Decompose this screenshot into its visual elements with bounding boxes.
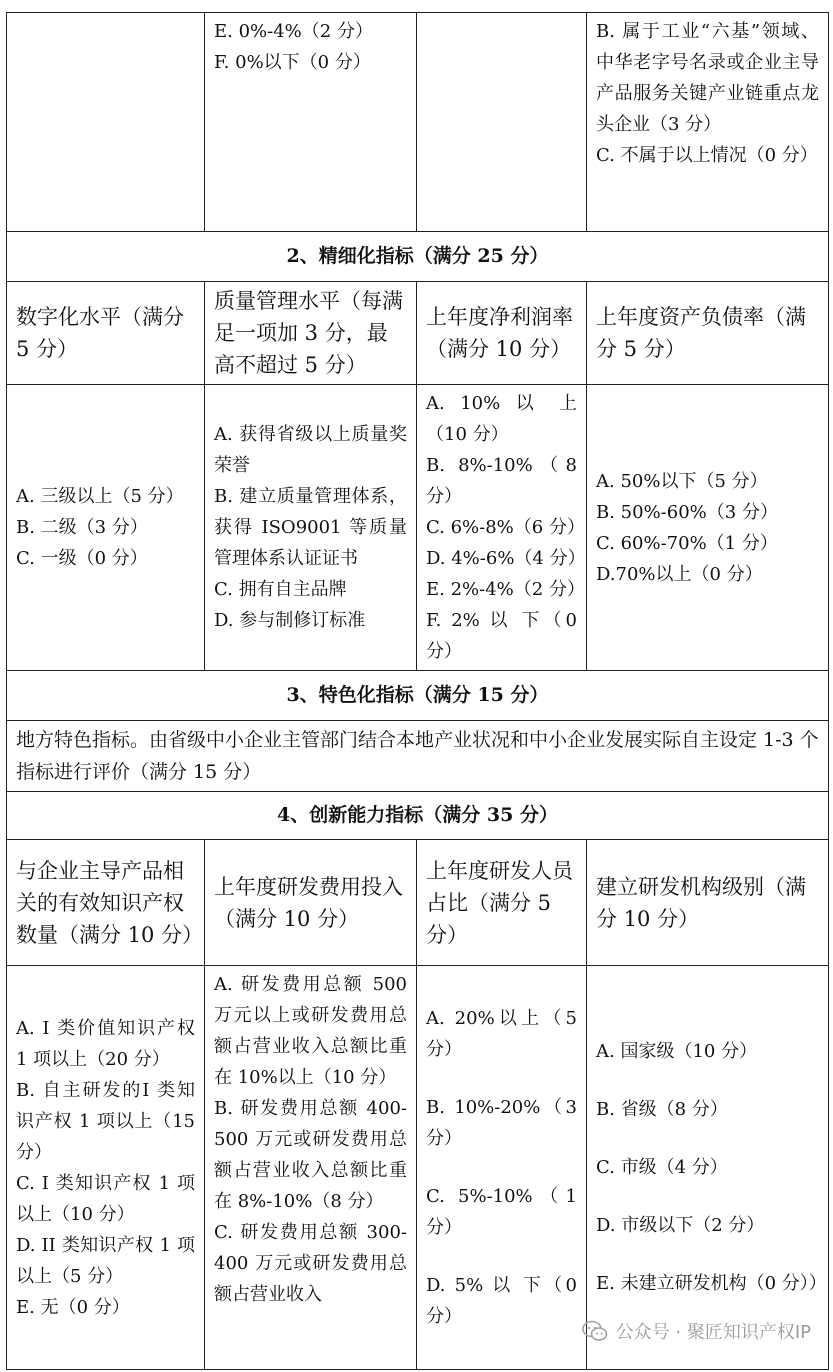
option-item: F. 0%以下（0 分） xyxy=(214,52,371,73)
section2-header-row xyxy=(7,282,829,385)
ip-count-options xyxy=(7,966,205,1370)
option-item: A. 获得省级以上质量奖荣誉 xyxy=(214,424,407,476)
watermark xyxy=(582,1318,811,1344)
section-title-row xyxy=(7,671,829,721)
header-debt-ratio: 上年度资产负债率（满分 5 分） xyxy=(587,282,829,385)
option-item: C. 不属于以上情况（0 分） xyxy=(596,145,818,166)
option-item: B. 二级（3 分） xyxy=(16,517,148,538)
option-item: C. 60%-70%（1 分） xyxy=(596,532,778,554)
section-title-row xyxy=(7,232,829,282)
watermark-text: 公众号 · 聚匠知识产权IP xyxy=(615,1322,811,1343)
section2-title: 2、精细化指标（满分 25 分） xyxy=(7,232,829,282)
option-item: D. II 类知识产权 1 项以上（5 分） xyxy=(16,1234,195,1287)
evaluation-table xyxy=(6,12,829,1370)
header-ip-count: 与企业主导产品相关的有效知识产权数量（满分 10 分） xyxy=(7,840,205,966)
rd-investment-options xyxy=(205,966,417,1370)
option-item: B. 50%-60%（3 分） xyxy=(596,501,778,523)
option-item: A. I 类价值知识产权 1 项以上（20 分） xyxy=(16,1017,195,1070)
option-item: D.70%以上（0 分） xyxy=(596,563,763,585)
category-continuation-cell xyxy=(587,13,829,232)
local-feature-text: 地方特色指标。由省级中小企业主管部门结合本地产业状况和中小企业发展实际自主设定 1-3 个指标进行评价（满分 15 分） xyxy=(7,721,829,792)
option-item: C. 一级（0 分） xyxy=(16,548,148,569)
section4-header-row xyxy=(7,840,829,966)
digital-level-options xyxy=(7,385,205,671)
header-digital-level: 数字化水平（满分 5 分） xyxy=(7,282,205,385)
header-net-profit-rate: 上年度净利润率（满分 10 分） xyxy=(417,282,587,385)
section3-text-row xyxy=(7,721,829,792)
option-item: E. 2%-4%（2 分） xyxy=(426,579,585,600)
quality-management-options xyxy=(205,385,417,671)
option-item: F. 2% 以 下（0 分） xyxy=(426,610,577,662)
option-item: B. 建立质量管理体系，获得 ISO9001 等质量管理体系认证证书 xyxy=(214,486,407,569)
debt-ratio-options xyxy=(587,385,829,671)
option-item: A. 三级以上（5 分） xyxy=(16,486,184,507)
option-item: D. 4%-6%（4 分） xyxy=(426,548,586,569)
option-item: B. 8%-10%（8 分） xyxy=(426,455,577,507)
option-item: C. 6%-8%（6 分） xyxy=(426,517,585,538)
option-item: C. 拥有自主品牌 xyxy=(214,579,347,600)
section4-title: 4、创新能力指标（满分 35 分） xyxy=(7,792,829,840)
header-rd-investment: 上年度研发费用投入（满分 10 分） xyxy=(205,840,417,966)
continuation-row xyxy=(7,13,829,232)
option-item: C. 5%-10%（1 分） xyxy=(426,1186,577,1238)
profit-continuation-cell xyxy=(205,13,417,232)
wechat-icon xyxy=(582,1320,608,1342)
option-item: E. 0%-4%（2 分） xyxy=(214,21,373,42)
option-item: E. 无（0 分） xyxy=(16,1296,130,1318)
net-profit-options xyxy=(417,385,587,671)
rd-institution-options xyxy=(587,966,829,1370)
cell-empty xyxy=(417,13,587,232)
option-item: D. 参与制修订标准 xyxy=(214,610,366,631)
section2-options-row xyxy=(7,385,829,671)
header-rd-staff-ratio: 上年度研发人员占比（满分 5 分） xyxy=(417,840,587,966)
option-item: C. 研发费用总额 300-400 万元或研发费用总额占营业收入 xyxy=(214,1222,407,1305)
section4-options-row xyxy=(7,966,829,1370)
option-item: B. 省级（8 分） xyxy=(596,1099,728,1120)
rd-staff-options xyxy=(417,966,587,1370)
option-item: B. 10%-20%（3 分） xyxy=(426,1097,577,1149)
section3-title: 3、特色化指标（满分 15 分） xyxy=(7,671,829,721)
option-item: D. 市级以下（2 分） xyxy=(596,1215,765,1236)
header-rd-institution-level: 建立研发机构级别（满分 10 分） xyxy=(587,840,829,966)
option-item: B. 属于工业“六基”领域、中华老字号名录或企业主导产品服务关键产业链重点龙头企业（3 分） xyxy=(596,21,819,135)
option-item: C. I 类知识产权 1 项以上（10 分） xyxy=(16,1172,195,1225)
header-quality-management: 质量管理水平（每满足一项加 3 分，最高不超过 5 分） xyxy=(205,282,417,385)
option-item: A. 20%以上（5 分） xyxy=(426,1008,577,1060)
option-item: D. 5% 以 下（0 分） xyxy=(426,1275,577,1327)
option-item: E. 未建立研发机构（0 分）） xyxy=(596,1273,827,1294)
option-item: C. 市级（4 分） xyxy=(596,1157,728,1178)
option-item: B. 自主研发的I 类知识产权 1 项以上（15 分） xyxy=(16,1079,195,1163)
option-item: A. 10% 以 上（10 分） xyxy=(426,393,577,445)
option-item: A. 50%以下（5 分） xyxy=(596,470,768,492)
section-title-row xyxy=(7,792,829,840)
option-item: B. 研发费用总额 400-500 万元或研发费用总额占营业收入总额比重在 8%-10%（8 分） xyxy=(214,1098,407,1212)
option-item: A. 研发费用总额 500 万元以上或研发费用总额占营业收入总额比重在 10%以上（10 分） xyxy=(214,974,407,1088)
cell-empty xyxy=(7,13,205,232)
option-item: A. 国家级（10 分） xyxy=(596,1041,758,1062)
